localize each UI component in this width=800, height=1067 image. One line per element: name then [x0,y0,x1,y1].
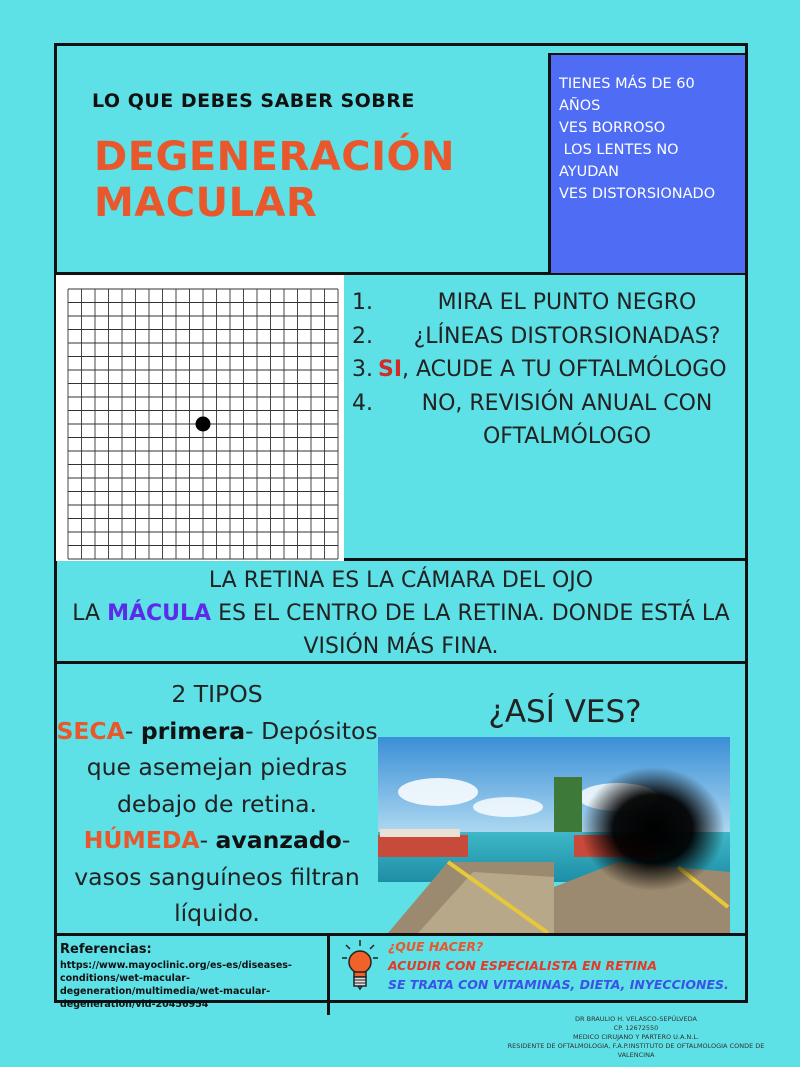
step-text: ¿LÍNEAS DISTORSIONADAS? [413,323,721,349]
step-item [352,353,744,387]
todo-answer: ACUDIR CON ESPECIALISTA EN RETINA [388,958,658,973]
symptom-line: AYUDAN [559,164,619,180]
todo-question: ¿QUE HACER? [388,939,484,954]
step-number: 3. [352,357,373,382]
references [60,941,328,1011]
macular-degeneration-view [554,737,730,933]
types-section: 2 TIPOS SECA- primera- Depósitos que asemejan piedras debajo de retina. HÚMEDA- avanzado- vasos sanguíneos filtran líquido. [56,676,378,932]
amsler-grid-panel [56,275,344,561]
dry-type: SECA- primera- Depósitos [56,716,378,745]
step-text: MIRA EL PUNTO NEGRO [437,290,697,315]
symptom-line: TIENES MÁS DE 60 [559,76,695,92]
steps-list [352,286,744,454]
title-line-1: DEGENERACIÓN [94,134,455,180]
retina-line-3: VISIÓN MÁS FINA. [303,634,499,659]
macula-emphasis: MÁCULA [107,601,212,626]
vision-question: ¿ASÍ VES? [488,694,642,730]
step-item [352,286,744,320]
step-item [352,387,744,421]
step-emphasis: SI [378,357,403,382]
symptoms-box [551,55,745,273]
what-to-do [388,937,748,994]
frame-right [745,43,748,1003]
todo-treatment: SE TRATA CON VITAMINAS, DIETA, INYECCIONES. [388,977,729,992]
step-item [352,320,744,354]
page-title [94,134,455,226]
symptom-line: AÑOS [559,98,601,114]
step-item-continued [352,420,744,454]
divider-4 [54,933,748,936]
retina-line-2: LA MÁCULA ES EL CENTRO DE LA RETINA. DONDE ESTÁ LA [72,601,730,626]
step-text: SI, ACUDE A TU OFTALMÓLOGO [378,357,727,382]
vision-comparison-photo [378,737,730,933]
symptom-line: VES BORROSO [559,120,666,136]
symptom-line: VES DISTORSIONADO [559,186,716,202]
step-text: NO, REVISIÓN ANUAL CON [421,390,713,416]
retina-explanation [56,564,746,663]
step-text: OFTALMÓLOGO [482,424,652,449]
header-kicker: LO QUE DEBES SABER SOBRE [92,90,415,112]
retina-line-1: LA RETINA ES LA CÁMARA DEL OJO [208,568,594,593]
types-heading: 2 TIPOS [171,680,263,708]
author-credits: DR BRAULIO H. VELASCO-SEPÚLVEDA CP. 12672550 MEDICO CIRUJANO Y PARTERO U.A.N.L. RESIDENTE DE OFTALMOLOGIA, F.A.P.INSTITUTO DE OFTALMOLOGIA CONDE DE VALENCINA [507,1015,765,1059]
normal-view [378,737,554,933]
lightbulb-icon [340,938,380,992]
symptom-line: LOS LENTES NO [559,142,679,158]
reference-link[interactable]: https://www.mayoclinic.org/es-es/diseases-conditions/wet-macular-degeneration/multimedia/wet-macular-degeneration/vid-20456954 [60,960,292,1010]
amsler-grid [56,275,344,561]
step-number: 4. [352,390,373,416]
step-number: 2. [352,323,373,349]
fixation-dot [196,417,211,432]
frame-top [54,43,748,46]
title-line-2: MACULAR [94,180,318,226]
wet-type: HÚMEDA- avanzado- [83,826,351,854]
step-number: 1. [352,290,373,315]
references-title: Referencias: [60,942,152,957]
